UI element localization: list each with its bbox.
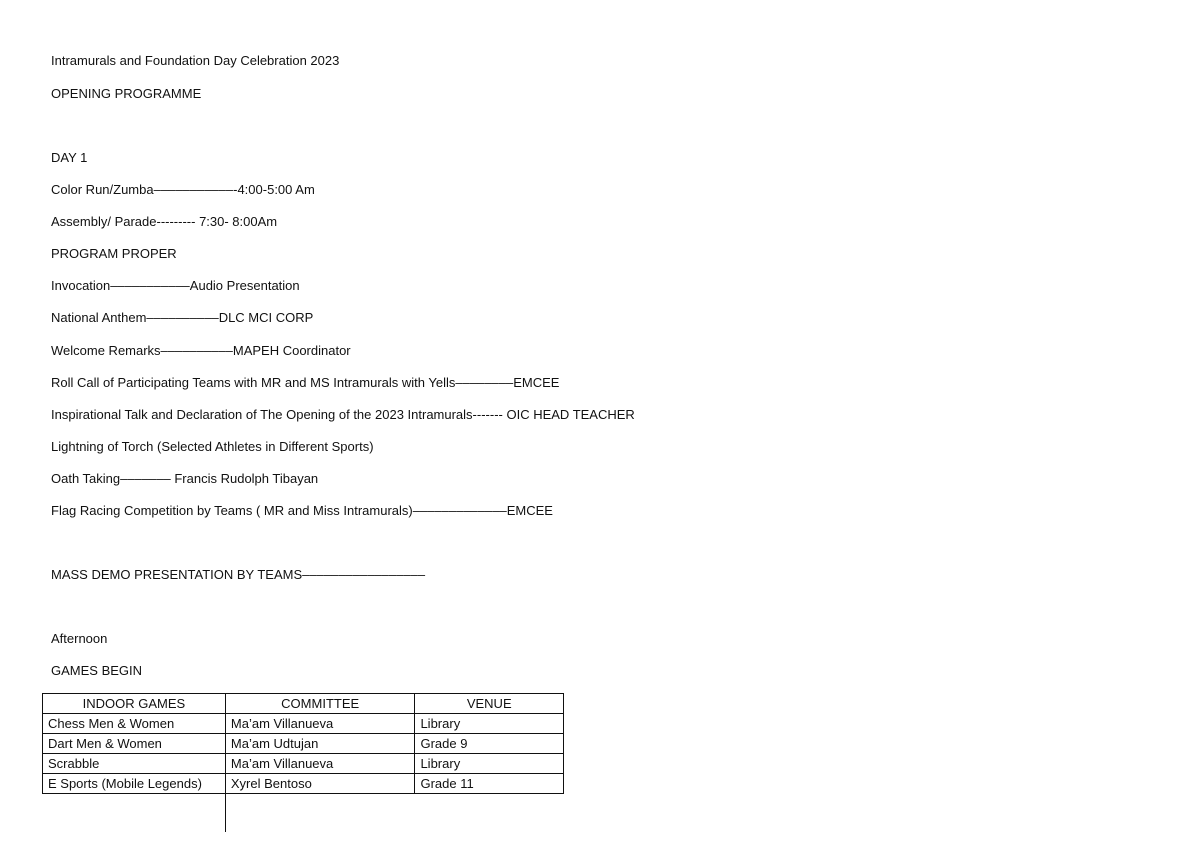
table-row [43, 734, 564, 754]
committee-cell: Ma’am Villanueva [225, 714, 415, 734]
table-row [43, 714, 564, 734]
game-cell: Chess Men & Women [43, 714, 226, 734]
program-line: Invocation–––––––––––Audio Presentation [51, 278, 300, 293]
venue-cell: Library [415, 714, 564, 734]
games-begin-heading: GAMES BEGIN [51, 663, 143, 678]
day-heading: DAY 1 [51, 150, 88, 165]
venue-cell: Library [415, 754, 564, 774]
table-row [43, 754, 564, 774]
column-header-games: INDOOR GAMES [43, 694, 226, 714]
programme-heading: OPENING PROGRAMME [51, 86, 202, 101]
committee-cell: Xyrel Bentoso [225, 774, 415, 794]
program-line: Flag Racing Competition by Teams ( MR and Miss Intramurals)–––––––––––––EMCEE [51, 503, 553, 518]
program-line: Inspirational Talk and Declaration of The Opening of the 2023 Intramurals------- OIC HEAD TEACHER [51, 407, 635, 422]
venue-cell: Grade 9 [415, 734, 564, 754]
venue-cell: Grade 11 [415, 774, 564, 794]
game-cell: Scrabble [43, 754, 226, 774]
column-header-committee: COMMITTEE [225, 694, 415, 714]
indoor-games-table [42, 693, 564, 794]
game-cell: E Sports (Mobile Legends) [43, 774, 226, 794]
table-divider-line [225, 794, 226, 832]
program-line: Roll Call of Participating Teams with MR and MS Intramurals with Yells––––––––EMCEE [51, 375, 560, 390]
afternoon-heading: Afternoon [51, 631, 108, 646]
table-header-row [43, 694, 564, 714]
program-line: Oath Taking––––––– Francis Rudolph Tibayan [51, 471, 319, 486]
column-header-venue: VENUE [415, 694, 564, 714]
document-title: Intramurals and Foundation Day Celebration 2023 [51, 53, 340, 68]
program-line: Color Run/Zumba–––––––––––-4:00-5:00 Am [51, 182, 315, 197]
program-proper-heading: PROGRAM PROPER [51, 246, 177, 261]
committee-cell: Ma’am Udtujan [225, 734, 415, 754]
mass-demo-line: MASS DEMO PRESENTATION BY TEAMS––––––––––––––––– [51, 567, 426, 582]
program-line: Welcome Remarks––––––––––MAPEH Coordinator [51, 343, 351, 358]
program-line: Assembly/ Parade--------- 7:30- 8:00Am [51, 214, 278, 229]
committee-cell: Ma’am Villanueva [225, 754, 415, 774]
program-line: Lightning of Torch (Selected Athletes in Different Sports) [51, 439, 374, 454]
program-line: National Anthem––––––––––DLC MCI CORP [51, 310, 314, 325]
table-row [43, 774, 564, 794]
game-cell: Dart Men & Women [43, 734, 226, 754]
